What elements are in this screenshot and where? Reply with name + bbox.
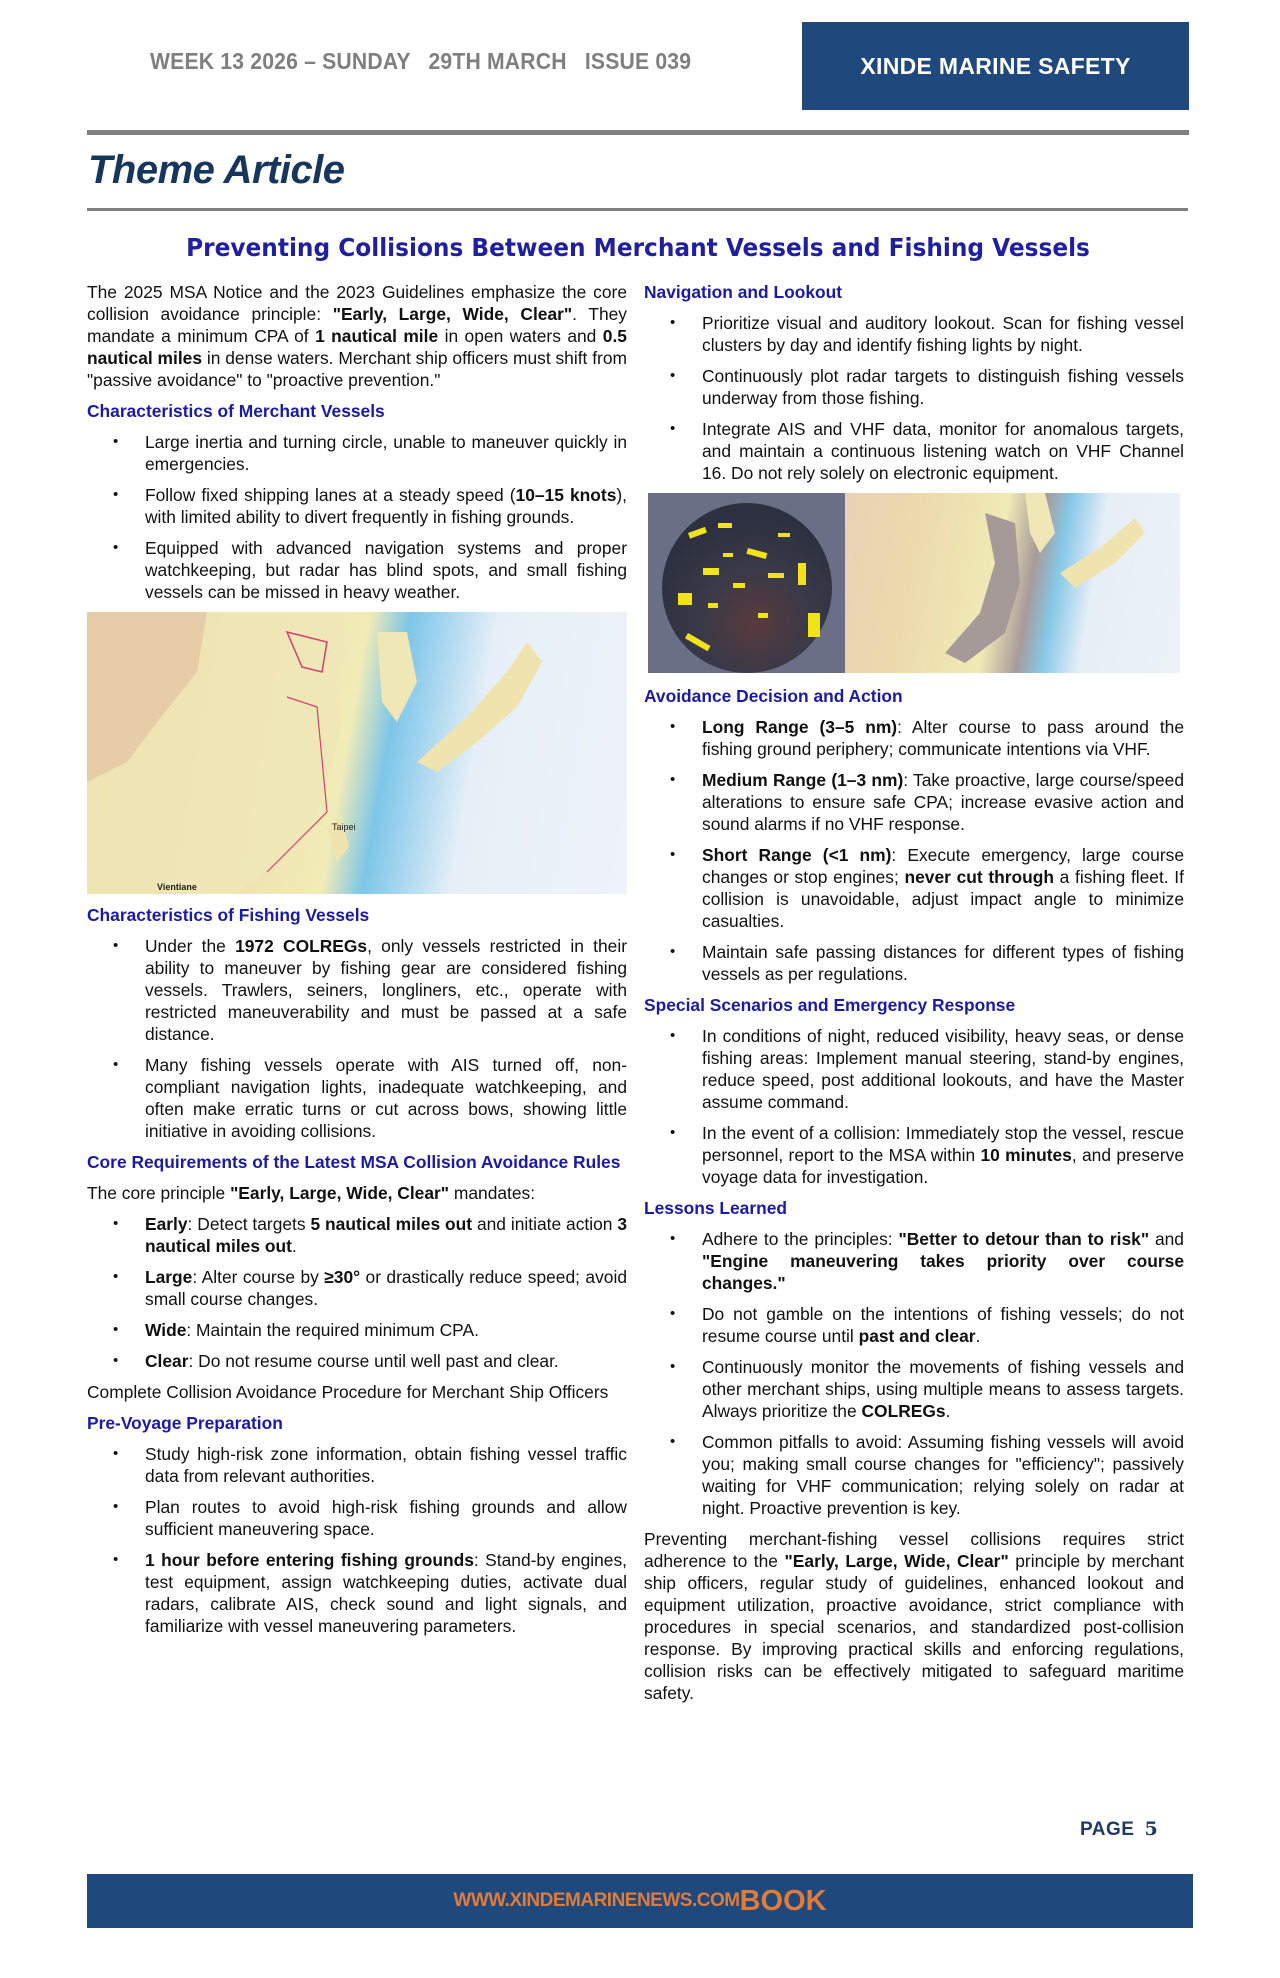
list-item: • Continuously monitor the movements of fishing vessels and other merchant ships, using multiple means to assess targets. Always prioritize the COLREGs. [644, 1356, 1184, 1422]
header-divider [87, 130, 1189, 135]
heading-special-scenarios: Special Scenarios and Emergency Response [644, 995, 1016, 1015]
list-item: • Study high-risk zone information, obtain fishing vessel traffic data from relevant authorities. [87, 1443, 627, 1487]
core-lead: The core principle "Early, Large, Wide, Clear" mandates: [87, 1183, 536, 1203]
footer-website-link[interactable]: WWW.XINDEMARINENEWS.COM [453, 1890, 740, 1911]
list-item: • In the event of a collision: Immediately stop the vessel, rescue personnel, report to the MSA within 10 minutes, and preserve voyage data for investigation. [644, 1122, 1184, 1188]
list-item: • 1 hour before entering fishing grounds: Stand-by engines, test equipment, assign watchkeeping duties, activate dual radars, calibrate AIS, check sound and light signals, and familiarize with vessel maneuvering parameters. [87, 1549, 627, 1637]
heading-navigation-lookout: Navigation and Lookout [644, 282, 843, 302]
map-illustration-icon [87, 612, 627, 894]
list-item: • Under the 1972 COLREGs, only vessels restricted in their ability to maneuver by fishing gear are considered fishing vessels. Trawlers, seiners, longliners, etc., operate with restricted maneuverability and must be passed at a safe distance. [87, 935, 627, 1045]
section-title: Theme Article [88, 148, 345, 192]
fishing-zone-map-icon [845, 493, 1180, 673]
list-item: • Equipped with advanced navigation systems and proper watchkeeping, but radar has blind spots, and small fishing vessels can be missed in heavy weather. [87, 537, 627, 603]
list-item: • Integrate AIS and VHF data, monitor for anomalous targets, and maintain a continuous listening watch on VHF Channel 16. Do not rely solely on electronic equipment. [644, 418, 1184, 484]
brand-name: XINDE MARINE SAFETY [860, 52, 1131, 79]
heading-core-requirements: Core Requirements of the Latest MSA Collision Avoidance Rules [87, 1152, 621, 1172]
core-list [87, 1213, 627, 1372]
footer-book-label: BOOK [739, 1884, 827, 1917]
avoidance-list [644, 716, 1184, 985]
list-item: • Long Range (3–5 nm): Alter course to pass around the fishing ground periphery; communicate intentions via VHF. [644, 716, 1184, 760]
list-item: • In conditions of night, reduced visibility, heavy seas, or dense fishing areas: Implement manual steering, stand-by engines, reduce speed, post additional lookouts, and have the Master assume command. [644, 1025, 1184, 1113]
issue-info: WEEK 13 2026 – SUNDAY 29TH MARCH ISSUE 039 [150, 48, 692, 74]
list-item: • Large inertia and turning circle, unable to maneuver quickly in emergencies. [87, 431, 627, 475]
navigation-list [644, 312, 1184, 484]
list-item: • Follow fixed shipping lanes at a steady speed (10–15 knots), with limited ability to divert frequently in fishing grounds. [87, 484, 627, 528]
heading-fishing-vessels: Characteristics of Fishing Vessels [87, 905, 370, 925]
radar-and-map-images [648, 493, 1180, 673]
fishing-list [87, 935, 627, 1142]
list-item: • Wide: Maintain the required minimum CPA. [87, 1319, 627, 1341]
merchant-list [87, 431, 627, 603]
list-item: • Early: Detect targets 5 nautical miles out and initiate action 3 nautical miles out. [87, 1213, 627, 1257]
svg-text:Vientiane: Vientiane [157, 882, 197, 892]
intro-paragraph: The 2025 MSA Notice and the 2023 Guidelines emphasize the core collision avoidance principle: "Early, Large, Wide, Clear". They mandate a minimum CPA of 1 nautical mile in open waters and 0.5 nautical miles in dense waters. Merchant ship officers must shift from "passive avoidance" to "proactive prevention." [87, 282, 627, 390]
list-item: • Plan routes to avoid high-risk fishing grounds and allow sufficient maneuvering space. [87, 1496, 627, 1540]
list-item: • Common pitfalls to avoid: Assuming fishing vessels will avoid you; making small course changes for "efficiency"; passively waiting for VHF communication; relying solely on radar at night. Proactive prevention is key. [644, 1431, 1184, 1519]
article-title: Preventing Collisions Between Merchant Vessels and Fishing Vessels [186, 233, 1090, 262]
radar-targets-icon [648, 493, 845, 673]
right-column [644, 281, 1184, 1713]
radar-screen-image [648, 493, 845, 673]
heading-merchant-vessels: Characteristics of Merchant Vessels [87, 401, 385, 421]
prevoyage-list [87, 1443, 627, 1637]
list-item: • Clear: Do not resume course until well past and clear. [87, 1350, 627, 1372]
page-number-value: 5 [1144, 1818, 1159, 1840]
conclusion-paragraph: Preventing merchant-fishing vessel collisions requires strict adherence to the "Early, Large, Wide, Clear" principle by merchant ship officers, regular study of guidelines, enhanced lookout and equipment utilization, proactive avoidance, strict compliance with procedures in special scenarios, and standardized post-collision response. By improving practical skills and enforcing regulations, collision risks can be effectively mitigated to safeguard maritime safety. [644, 1529, 1184, 1703]
lessons-list [644, 1228, 1184, 1519]
section-divider [87, 208, 1188, 211]
list-item: • Medium Range (1–3 nm): Take proactive, large course/speed alterations to ensure safe CPA; increase evasive action and sound alarms if no VHF response. [644, 769, 1184, 835]
list-item: • Maintain safe passing distances for different types of fishing vessels as per regulations. [644, 941, 1184, 985]
east-asia-shipping-map-image [87, 612, 627, 894]
list-item: • Large: Alter course by ≥30° or drastically reduce speed; avoid small course changes. [87, 1266, 627, 1310]
list-item: • Do not gamble on the intentions of fishing vessels; do not resume course until past and clear. [644, 1303, 1184, 1347]
brand-banner [802, 22, 1189, 110]
list-item: • Continuously plot radar targets to distinguish fishing vessels underway from those fishing. [644, 365, 1184, 409]
procedure-label: Complete Collision Avoidance Procedure for Merchant Ship Officers [87, 1382, 609, 1402]
list-item: • Many fishing vessels operate with AIS turned off, non-compliant navigation lights, inadequate watchkeeping, and often make erratic turns or cut across bows, showing little initiative in avoiding collisions. [87, 1054, 627, 1142]
footer-bar [87, 1874, 1193, 1928]
page-number [1080, 1818, 1158, 1841]
list-item: • Prioritize visual and auditory lookout. Scan for fishing vessel clusters by day and identify fishing lights by night. [644, 312, 1184, 356]
special-list [644, 1025, 1184, 1188]
heading-lessons-learned: Lessons Learned [644, 1198, 788, 1218]
heading-pre-voyage: Pre-Voyage Preparation [87, 1413, 283, 1433]
list-item: • Adhere to the principles: "Better to detour than to risk" and "Engine maneuvering takes priority over course changes." [644, 1228, 1184, 1294]
left-column [87, 281, 627, 1646]
fishing-grounds-map-image [845, 493, 1180, 673]
list-item: • Short Range (<1 nm): Execute emergency, large course changes or stop engines; never cut through a fishing fleet. If collision is unavoidable, adjust impact angle to minimize casualties. [644, 844, 1184, 932]
heading-avoidance-decision: Avoidance Decision and Action [644, 686, 903, 706]
svg-text:Taipei: Taipei [332, 822, 356, 832]
page-label: PAGE [1080, 1819, 1135, 1840]
